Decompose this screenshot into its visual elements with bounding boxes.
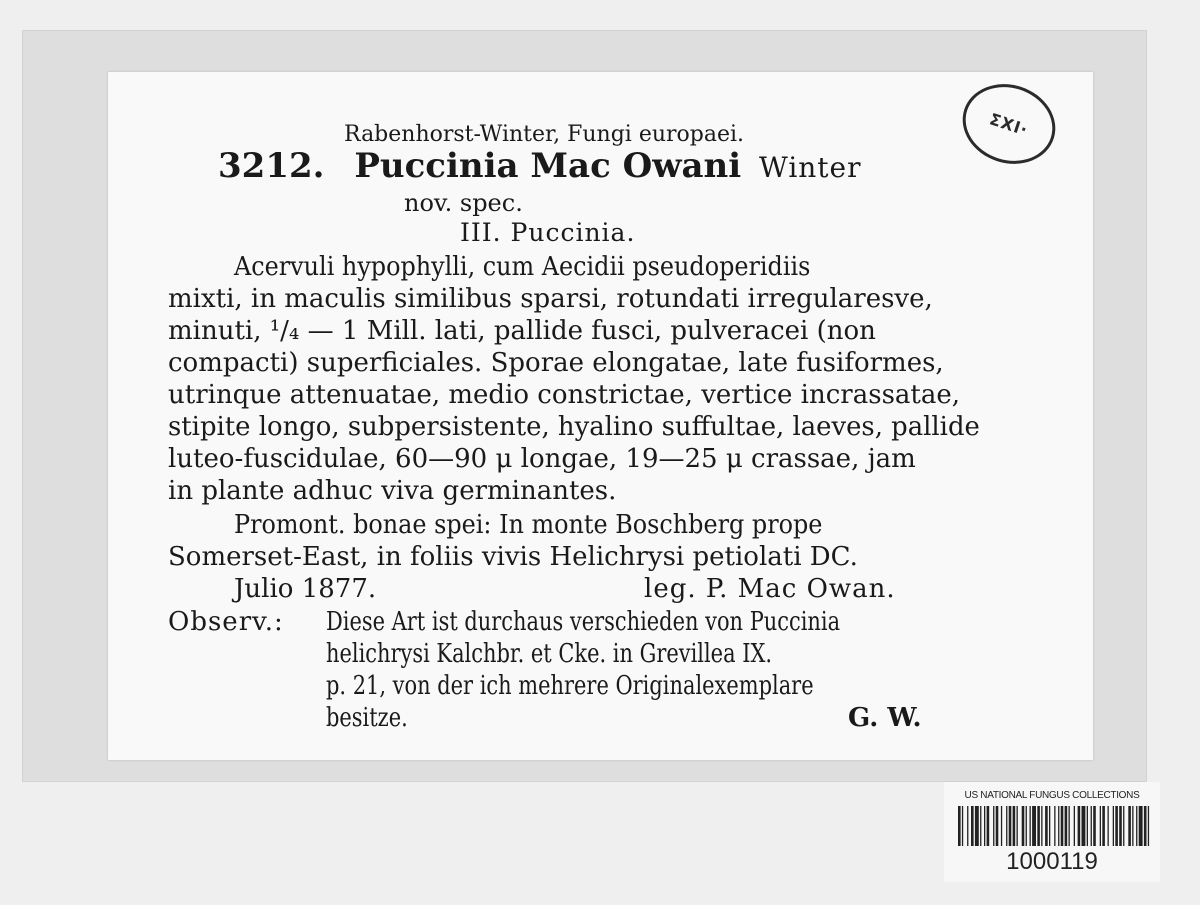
- barcode-bar: [1087, 806, 1088, 846]
- taxon-author: Winter: [759, 151, 862, 184]
- barcode-bar: [1049, 806, 1050, 846]
- barcode-bar: [1108, 806, 1109, 846]
- barcode-bar: [1017, 806, 1018, 846]
- description-line: Acervuli hypophylli, cum Aecidii pseudoperidiis: [234, 252, 811, 282]
- barcode-bar: [984, 806, 985, 846]
- barcode-bar: [1054, 806, 1055, 846]
- barcode-bar: [1058, 806, 1059, 846]
- locality-line: Promont. bonae spei: In monte Boschberg prope: [234, 510, 823, 540]
- collector: leg. P. Mac Owan.: [644, 574, 896, 604]
- barcode-institution: US NATIONAL FUNGUS COLLECTIONS: [964, 790, 1140, 801]
- barcode-bar: [1065, 806, 1068, 846]
- observation-line: besitze.: [326, 703, 408, 733]
- observation-line: p. 21, von der ich mehrere Originalexemplare: [326, 671, 814, 701]
- barcode-bar: [980, 806, 981, 846]
- barcode-bar: [1032, 806, 1036, 846]
- barcode-bar: [1030, 806, 1031, 846]
- barcode-bar: [1001, 806, 1002, 846]
- locality-line: Somerset-East, in foliis vivis Helichrysi petiolati DC.: [168, 542, 858, 572]
- observation-line: Diese Art ist durchaus verschieden von Puccinia: [326, 607, 841, 637]
- barcode-bar: [1009, 806, 1012, 846]
- barcode-bar: [1041, 806, 1042, 846]
- barcode-bar: [1113, 806, 1114, 846]
- collection-date: Julio 1877.: [234, 574, 377, 604]
- barcode-bar: [1128, 806, 1131, 846]
- specimen-label: [108, 72, 1093, 760]
- barcode-bar: [962, 806, 963, 846]
- barcode-icon: [958, 806, 1150, 846]
- barcode-bar: [996, 806, 999, 846]
- barcode-bar: [1082, 806, 1086, 846]
- barcode-bar: [1074, 806, 1075, 846]
- barcode-bar: [987, 806, 990, 846]
- taxon-heading: [218, 147, 862, 187]
- barcode-bar: [1123, 806, 1124, 846]
- observation-label: Observ.:: [168, 607, 284, 637]
- barcode-bar: [993, 806, 994, 846]
- description-line: compacti) superficiales. Sporae elongatae, late fusiformes,: [168, 348, 944, 378]
- description-line: stipite longo, subpersistente, hyalino suffultae, laeves, pallide: [168, 412, 980, 442]
- description-line: utrinque attenuatae, medio constrictae, vertice incrassatae,: [168, 380, 961, 410]
- barcode-bar: [1069, 806, 1070, 846]
- spore-stage: III. Puccinia.: [460, 218, 636, 247]
- series-title: Rabenhorst-Winter, Fungi europaei.: [344, 122, 745, 147]
- barcode-bar: [1148, 806, 1149, 846]
- barcode-bar: [1061, 806, 1064, 846]
- signature: G. W.: [848, 703, 922, 733]
- barcode-bar: [975, 806, 979, 846]
- barcode-bar: [1100, 806, 1101, 846]
- stamp-text: ΣΧΙ·: [987, 108, 1031, 140]
- barcode-bar: [1045, 806, 1048, 846]
- barcode-bar: [1136, 806, 1137, 846]
- barcode-bar: [1132, 806, 1133, 846]
- exsiccata-number: 3212.: [218, 146, 325, 186]
- barcode-number: 1000119: [1006, 848, 1098, 875]
- observation-line: helichrysi Kalchbr. et Cke. in Grevillea IX.: [326, 639, 773, 669]
- barcode-bar: [1078, 806, 1081, 846]
- barcode-bar: [1013, 806, 1016, 846]
- barcode-bar: [971, 806, 974, 846]
- description-line: luteo-fuscidulae, 60—90 μ longae, 19—25 μ crassae, jam: [168, 444, 916, 474]
- barcode-label: [944, 782, 1160, 882]
- species-note: nov. spec.: [404, 189, 523, 217]
- barcode-bar: [1144, 806, 1147, 846]
- barcode-bar: [1115, 806, 1118, 846]
- barcode-bar: [1037, 806, 1040, 846]
- barcode-bar: [1102, 806, 1105, 846]
- barcode-bar: [1091, 806, 1092, 846]
- barcode-bar: [1022, 806, 1025, 846]
- barcode-bar: [967, 806, 968, 846]
- barcode-bar: [1093, 806, 1096, 846]
- description-line: mixti, in maculis similibus sparsi, rotundati irregularesve,: [168, 284, 933, 314]
- barcode-bar: [1119, 806, 1122, 846]
- taxon-name: Puccinia Mac Owani: [354, 146, 742, 186]
- description-line: minuti, ¹/₄ — 1 Mill. lati, pallide fusci, pulveracei (non: [168, 316, 876, 346]
- barcode-bar: [1006, 806, 1007, 846]
- barcode-bar: [958, 806, 961, 846]
- description-line: in plante adhuc viva germinantes.: [168, 476, 617, 506]
- barcode-bar: [1139, 806, 1143, 846]
- barcode-bar: [1026, 806, 1027, 846]
